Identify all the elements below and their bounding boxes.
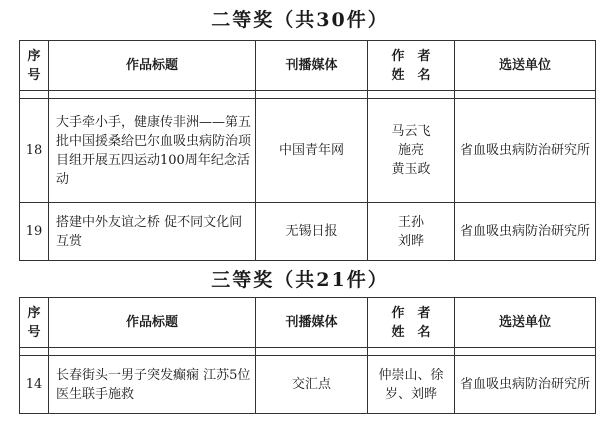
header-unit: 选送单位 [455, 298, 596, 348]
header-author: 作 者 姓 名 [368, 41, 455, 91]
header-media: 刊播媒体 [256, 298, 368, 348]
row-num: 19 [20, 203, 49, 261]
header-title: 作品标题 [49, 298, 256, 348]
row-num: 14 [20, 356, 49, 414]
row-unit: 省血吸虫病防治研究所 [455, 356, 596, 414]
table-header-row [20, 41, 596, 91]
header-num: 序 号 [20, 41, 49, 91]
header-title: 作品标题 [49, 41, 256, 91]
row-authors: 仲崇山、徐岁、刘晔 [368, 356, 455, 414]
section-title-third-prize: 三等奖（共21件） [211, 269, 389, 291]
table-header-row [20, 298, 596, 348]
header-unit: 选送单位 [455, 41, 596, 91]
row-num: 18 [20, 99, 49, 203]
header-media: 刊播媒体 [256, 41, 368, 91]
row-media: 无锡日报 [256, 203, 368, 261]
row-authors: 马云飞 施亮 黄玉政 [368, 99, 455, 203]
row-media: 交汇点 [256, 356, 368, 414]
row-media: 中国青年网 [256, 99, 368, 203]
row-unit: 省血吸虫病防治研究所 [455, 203, 596, 261]
row-title: 长春街头一男子突发癫痫 江苏5位医生联手施救 [49, 356, 256, 414]
row-authors: 王孙 刘晔 [368, 203, 455, 261]
table-row [20, 203, 596, 261]
row-title: 搭建中外友谊之桥 促不同文化间互赏 [49, 203, 256, 261]
table-row [20, 356, 596, 414]
header-author: 作 者 姓 名 [368, 298, 455, 348]
row-title: 大手牵小手，健康传非洲——第五批中国援桑给巴尔血吸虫病防治项目组开展五四运动100周年纪念活动 [49, 99, 256, 203]
section-title-second-prize: 二等奖（共30件） [211, 9, 389, 31]
header-num: 序 号 [20, 298, 49, 348]
table-row [20, 99, 596, 203]
second-prize-table [19, 40, 596, 261]
third-prize-table [19, 297, 596, 414]
row-unit: 省血吸虫病防治研究所 [455, 99, 596, 203]
table-spacer [20, 348, 596, 356]
table-spacer [20, 91, 596, 99]
